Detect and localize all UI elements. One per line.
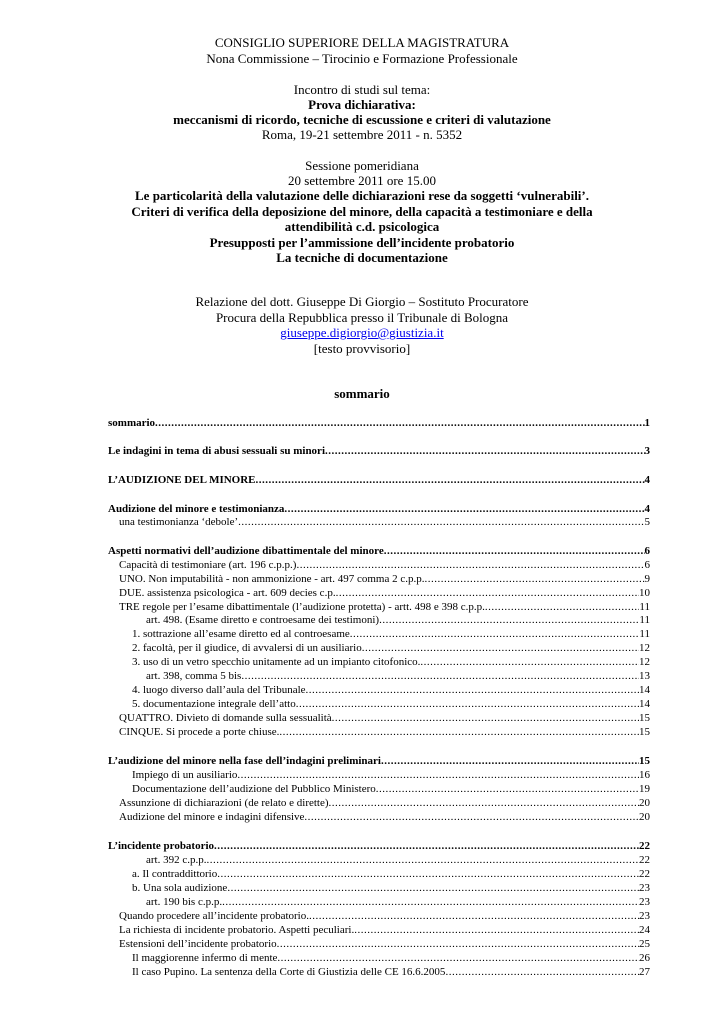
toc-entry[interactable]: art. 498. (Esame diretto e controesame dei testimoni) ..... 11 bbox=[146, 614, 650, 627]
session-datetime: 20 settembre 2011 ore 15.00 bbox=[288, 173, 436, 188]
toc-entry[interactable]: Quando procedere all’incidente probatorio. ..... 23 bbox=[119, 910, 650, 923]
toc-entry[interactable]: DUE. assistenza psicologica - art. 609 decies c.p. ..... 10 bbox=[119, 587, 650, 600]
theme-title: Prova dichiarativa: bbox=[308, 97, 416, 112]
toc-entry[interactable]: L’AUDIZIONE DEL MINORE ..... 4 bbox=[108, 474, 650, 487]
toc-entry[interactable]: QUATTRO. Divieto di domande sulla sessualità ..... 15 bbox=[119, 712, 650, 725]
theme-subtitle: meccanismi di ricordo, tecniche di escussione e criteri di valutazione bbox=[173, 112, 551, 127]
author-report: Relazione del dott. Giuseppe Di Giorgio – Sostituto Procuratore bbox=[195, 294, 529, 309]
toc-entry[interactable]: TRE regole per l’esame dibattimentale (l’audizione protetta) - artt. 498 e 398 c.p.p. ..... 11 bbox=[119, 601, 650, 614]
author-office: Procura della Repubblica presso il Tribunale di Bologna bbox=[215, 310, 509, 325]
toc-entry[interactable]: art. 392 c.p.p. ..... 22 bbox=[146, 854, 650, 867]
toc-entry[interactable]: Capacità di testimoniare (art. 196 c.p.p.) ..... 6 bbox=[119, 559, 650, 572]
toc-entry[interactable]: Estensioni dell’incidente probatorio ..... 25 bbox=[119, 938, 650, 951]
author-email-link[interactable]: giuseppe.digiorgio@giustizia.it bbox=[280, 325, 444, 340]
toc-entry[interactable]: 1. sottrazione all’esame diretto ed al controesame ..... 11 bbox=[132, 628, 650, 641]
toc-entry[interactable]: Impiego di un ausiliario ..... 16 bbox=[132, 769, 650, 782]
toc-entry[interactable]: sommario ..... 1 bbox=[108, 417, 650, 430]
toc-entry[interactable]: 4. luogo diverso dall’aula del Tribunale ..... 14 bbox=[132, 684, 650, 697]
toc-entry[interactable]: Assunzione di dichiarazioni (de relato e dirette) ..... 20 bbox=[119, 797, 650, 810]
toc-entry[interactable]: 3. uso di un vetro specchio unitamente ad un impianto citofonico. ..... 12 bbox=[132, 656, 650, 669]
toc-entry[interactable]: 5. documentazione integrale dell’atto ..... 14 bbox=[132, 698, 650, 711]
session-topic-line: Le particolarità della valutazione delle dichiarazioni rese da soggetti ‘vulnerabili’. bbox=[135, 188, 589, 203]
session-topic-line: La tecniche di documentazione bbox=[276, 250, 448, 265]
org-name: CONSIGLIO SUPERIORE DELLA MAGISTRATURA bbox=[214, 35, 510, 50]
place-date: Roma, 19-21 settembre 2011 - n. 5352 bbox=[261, 127, 463, 142]
toc-entry[interactable]: Audizione del minore e indagini difensive ..... 20 bbox=[119, 811, 650, 824]
toc-entry[interactable]: UNO. Non imputabilità - non ammonizione - art. 497 comma 2 c.p.p. ..... 9 bbox=[119, 573, 650, 586]
session-topic-line: Criteri di verifica della deposizione del minore, della capacità a testimoniare e della bbox=[131, 204, 593, 219]
toc-entry[interactable]: Aspetti normativi dell’audizione dibattimentale del minore ..... 6 bbox=[108, 545, 650, 558]
toc-entry[interactable]: La richiesta di incidente probatorio. Aspetti peculiari. ..... 24 bbox=[119, 924, 650, 937]
toc-entry[interactable]: Il maggiorenne infermo di mente ..... 26 bbox=[132, 952, 650, 965]
toc-entry[interactable]: Documentazione dell’audizione del Pubblico Ministero ..... 19 bbox=[132, 783, 650, 796]
toc-entry[interactable]: una testimonianza ‘debole’ ..... 5 bbox=[119, 516, 650, 529]
toc-entry[interactable]: Audizione del minore e testimonianza ..... 4 bbox=[108, 503, 650, 516]
toc-entry[interactable]: a. Il contraddittorio ..... 22 bbox=[132, 868, 650, 881]
toc-entry[interactable]: L’audizione del minore nella fase dell’indagini preliminari ..... 15 bbox=[108, 755, 650, 768]
draft-status: [testo provvisorio] bbox=[313, 341, 411, 356]
session-name: Sessione pomeridiana bbox=[305, 158, 419, 173]
session-topic-line: attendibilità c.d. psicologica bbox=[284, 219, 440, 234]
toc-entry[interactable]: Il caso Pupino. La sentenza della Corte di Giustizia delle CE 16.6.2005 ..... 27 bbox=[132, 966, 650, 979]
toc-entry[interactable]: art. 190 bis c.p.p. ..... 23 bbox=[146, 896, 650, 909]
toc-entry[interactable]: art. 398, comma 5 bis ..... 13 bbox=[146, 670, 650, 683]
commission-name: Nona Commissione – Tirocinio e Formazione Professionale bbox=[206, 51, 518, 66]
toc-entry[interactable]: Le indagini in tema di abusi sessuali su minori ..... 3 bbox=[108, 445, 650, 458]
toc-title: sommario bbox=[334, 386, 390, 401]
toc-entry[interactable]: b. Una sola audizione ..... 23 bbox=[132, 882, 650, 895]
toc-entry[interactable]: CINQUE. Si procede a porte chiuse. ..... 15 bbox=[119, 726, 650, 739]
meeting-intro: Incontro di studi sul tema: bbox=[293, 82, 431, 97]
session-topic-line: Presupposti per l’ammissione dell’incidente probatorio bbox=[209, 235, 515, 250]
toc-entry[interactable]: 2. facoltà, per il giudice, di avvalersi di un ausiliario ..... 12 bbox=[132, 642, 650, 655]
toc-entry[interactable]: L’incidente probatorio ..... 22 bbox=[108, 840, 650, 853]
